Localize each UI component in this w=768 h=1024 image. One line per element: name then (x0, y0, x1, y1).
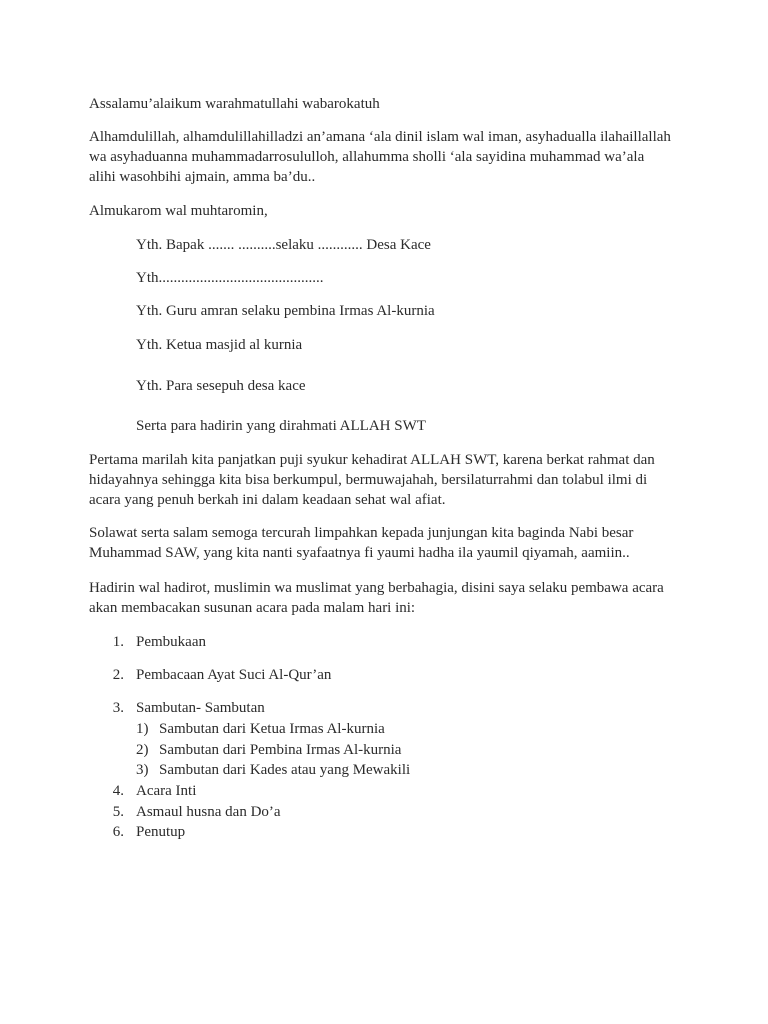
agenda-label: Sambutan- Sambutan (136, 700, 265, 716)
opening-line: alihi wasohbihi ajmain, amma ba’du.. (89, 169, 316, 185)
addressee-line: Yth............................................ (136, 270, 324, 286)
agenda-number: 2. (112, 667, 124, 683)
sambutan-label: Sambutan dari Pembina Irmas Al-kurnia (159, 742, 402, 758)
paragraph-line: Hadirin wal hadirot, muslimin wa muslimat yang berbahagia, disini saya selaku pembawa acara (89, 580, 664, 596)
paragraph-line: Pertama marilah kita panjatkan puji syukur kehadirat ALLAH SWT, karena berkat rahmat dan (89, 452, 655, 468)
paragraph-line: Muhammad SAW, yang kita nanti syafaatnya fi yaumi hadha ila yaumil qiyamah, aamiin.. (89, 545, 630, 561)
addressee-line: Yth. Bapak ....... ..........selaku ............ Desa Kace (136, 237, 431, 253)
agenda-number: 3. (112, 700, 124, 716)
sambutan-number: 2) (136, 742, 149, 758)
greeting-text: Assalamu’alaikum warahmatullahi wabarokatuh (89, 96, 380, 112)
opening-line: Alhamdulillah, alhamdulillahilladzi an’amana ‘ala dinil islam wal iman, asyhadualla ilahaillallah (89, 129, 671, 145)
paragraph-line: akan membacakan susunan acara pada malam hari ini: (89, 600, 416, 616)
addressee-line: Serta para hadirin yang dirahmati ALLAH SWT (136, 418, 426, 434)
opening-line: wa asyhaduanna muhammadarrosululloh, allahumma sholli ‘ala sayidina muhammad wa’ala (89, 149, 645, 165)
agenda-number: 1. (112, 634, 124, 650)
agenda-label: Pembacaan Ayat Suci Al-Qur’an (136, 667, 332, 683)
address-intro: Almukarom wal muhtaromin, (89, 203, 268, 219)
agenda-label: Pembukaan (136, 634, 206, 650)
sambutan-number: 3) (136, 762, 149, 778)
addressee-line: Yth. Guru amran selaku pembina Irmas Al-kurnia (136, 303, 435, 319)
agenda-number: 5. (112, 804, 124, 820)
agenda-label: Acara Inti (136, 783, 197, 799)
paragraph-line: Solawat serta salam semoga tercurah limpahkan kepada junjungan kita baginda Nabi besar (89, 525, 634, 541)
addressee-line: Yth. Ketua masjid al kurnia (136, 337, 303, 353)
agenda-label: Asmaul husna dan Do’a (136, 804, 281, 820)
sambutan-number: 1) (136, 721, 149, 737)
agenda-number: 4. (112, 783, 124, 799)
addressee-line: Yth. Para sesepuh desa kace (136, 378, 306, 394)
opening-paragraph (89, 127, 679, 187)
agenda-label: Penutup (136, 824, 186, 840)
paragraph-hadirin (89, 578, 679, 618)
paragraph-pertama (89, 450, 679, 510)
sambutan-label: Sambutan dari Kades atau yang Mewakili (159, 762, 411, 778)
sambutan-label: Sambutan dari Ketua Irmas Al-kurnia (159, 721, 385, 737)
agenda-number: 6. (112, 824, 124, 840)
paragraph-solawat (89, 523, 679, 563)
paragraph-line: hidayahnya sehingga kita bisa berkumpul, bermuwajahah, bersilaturrahmi dan tolabul ilmi di (89, 472, 648, 488)
paragraph-line: acara yang penuh berkah ini dalam keadaan sehat wal afiat. (89, 492, 446, 508)
